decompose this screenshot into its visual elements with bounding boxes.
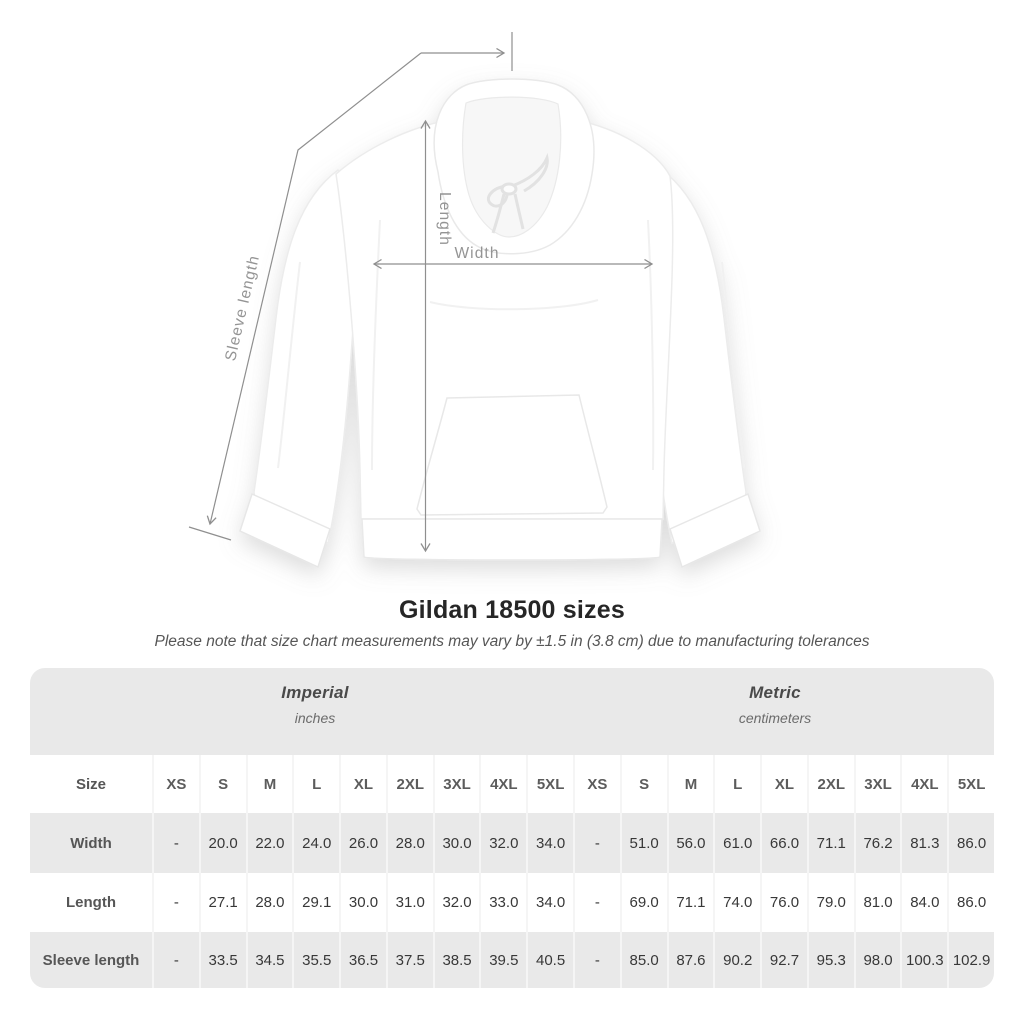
size-column-header-imperial: 4XL	[479, 755, 526, 813]
tolerance-note: Please note that size chart measurements may vary by ±1.5 in (3.8 cm) due to manufacturing tolerances	[154, 633, 870, 650]
measurement-cell-imperial: 24.0	[292, 813, 339, 873]
size-column-header-metric: M	[667, 755, 714, 813]
hoodie-waistband	[362, 519, 662, 560]
measurement-cell-metric: 86.0	[947, 873, 994, 932]
measurement-cell-metric: 76.2	[854, 813, 901, 873]
measurement-cell-metric: 56.0	[667, 813, 714, 873]
size-column-header-imperial: 3XL	[433, 755, 480, 813]
measurement-cell-imperial: 34.5	[246, 932, 293, 988]
measurement-cell-metric: 100.3	[900, 932, 947, 988]
measurement-cell-metric: 102.9	[947, 932, 994, 988]
size-column-header-metric: XS	[573, 755, 620, 813]
width-label: Width	[454, 245, 500, 262]
measurement-cell-metric: 51.0	[620, 813, 667, 873]
measurement-cell-metric: 79.0	[807, 873, 854, 932]
measurement-cell-imperial: 34.0	[526, 813, 573, 873]
measurement-cell-metric: 69.0	[620, 873, 667, 932]
measurement-row-label: Length	[30, 873, 152, 932]
measurement-cell-imperial: 33.0	[479, 873, 526, 932]
size-column-header-metric: 5XL	[947, 755, 994, 813]
measurement-cell-metric: 71.1	[807, 813, 854, 873]
measurement-cell-imperial: 20.0	[199, 813, 246, 873]
size-column-header-metric: 3XL	[854, 755, 901, 813]
size-column-header-imperial: L	[292, 755, 339, 813]
measurement-cell-metric: 90.2	[713, 932, 760, 988]
measurement-cell-imperial: 39.5	[479, 932, 526, 988]
hoodie-graphic	[240, 79, 760, 567]
measurement-cell-metric: 86.0	[947, 813, 994, 873]
size-column-header-imperial: S	[199, 755, 246, 813]
measurement-cell-metric: 66.0	[760, 813, 807, 873]
size-column-header-metric: S	[620, 755, 667, 813]
measurement-cell-imperial: -	[152, 932, 199, 988]
measurement-cell-imperial: 30.0	[339, 873, 386, 932]
measurement-cell-imperial: 34.0	[526, 873, 573, 932]
measurement-cell-metric: 95.3	[807, 932, 854, 988]
size-column-header-imperial: 5XL	[526, 755, 573, 813]
sleeve-length-label: Sleeve length	[222, 253, 264, 363]
imperial-unit: inches	[294, 710, 336, 726]
size-column-header-metric: L	[713, 755, 760, 813]
measurement-cell-imperial: 33.5	[199, 932, 246, 988]
measurement-cell-imperial: 40.5	[526, 932, 573, 988]
measurement-cell-metric: 81.3	[900, 813, 947, 873]
measurement-cell-metric: 84.0	[900, 873, 947, 932]
measurement-cell-imperial: 38.5	[433, 932, 480, 988]
measurement-cell-metric: -	[573, 932, 620, 988]
measurement-cell-imperial: 22.0	[246, 813, 293, 873]
measurement-cell-imperial: 27.1	[199, 873, 246, 932]
measurement-cell-imperial: 37.5	[386, 932, 433, 988]
measurement-cell-metric: 87.6	[667, 932, 714, 988]
measurement-cell-metric: 61.0	[713, 813, 760, 873]
metric-unit-header	[560, 683, 990, 726]
size-column-header-metric: 4XL	[900, 755, 947, 813]
length-label: Length	[436, 191, 453, 247]
imperial-label: Imperial	[281, 683, 349, 702]
size-column-header-metric: XL	[760, 755, 807, 813]
measurement-cell-imperial: -	[152, 813, 199, 873]
measurement-row-label: Width	[30, 813, 152, 873]
measurement-cell-imperial: 32.0	[479, 813, 526, 873]
measurement-cell-metric: 85.0	[620, 932, 667, 988]
size-column-header-imperial: M	[246, 755, 293, 813]
measurement-cell-metric: -	[573, 873, 620, 932]
metric-unit: centimeters	[738, 710, 812, 726]
metric-label: Metric	[749, 683, 801, 702]
measurement-cell-imperial: 28.0	[386, 813, 433, 873]
measurement-cell-imperial: 28.0	[246, 873, 293, 932]
imperial-unit-header	[95, 683, 535, 726]
measurement-cell-imperial: 31.0	[386, 873, 433, 932]
measurement-cell-metric: 71.1	[667, 873, 714, 932]
measurement-row-label: Sleeve length	[30, 932, 152, 988]
size-grid	[30, 755, 994, 988]
hoodie-kangaroo-pocket	[417, 395, 607, 515]
measurement-cell-imperial: 32.0	[433, 873, 480, 932]
measurement-cell-imperial: 36.5	[339, 932, 386, 988]
page-title: Gildan 18500 sizes	[399, 596, 625, 624]
unit-header-band	[30, 668, 994, 755]
measurement-cell-imperial: 29.1	[292, 873, 339, 932]
measurement-cell-metric: 76.0	[760, 873, 807, 932]
size-column-header-imperial: 2XL	[386, 755, 433, 813]
size-table	[30, 668, 994, 988]
measurement-cell-metric: -	[573, 813, 620, 873]
measurement-cell-metric: 74.0	[713, 873, 760, 932]
measurement-cell-metric: 98.0	[854, 932, 901, 988]
measurement-cell-metric: 92.7	[760, 932, 807, 988]
size-column-header-metric: 2XL	[807, 755, 854, 813]
measurement-cell-metric: 81.0	[854, 873, 901, 932]
size-column-header-imperial: XL	[339, 755, 386, 813]
measurement-cell-imperial: 26.0	[339, 813, 386, 873]
size-row-header: Size	[30, 755, 152, 813]
measurement-cell-imperial: -	[152, 873, 199, 932]
size-column-header-imperial: XS	[152, 755, 199, 813]
measurement-cell-imperial: 30.0	[433, 813, 480, 873]
measurement-cell-imperial: 35.5	[292, 932, 339, 988]
